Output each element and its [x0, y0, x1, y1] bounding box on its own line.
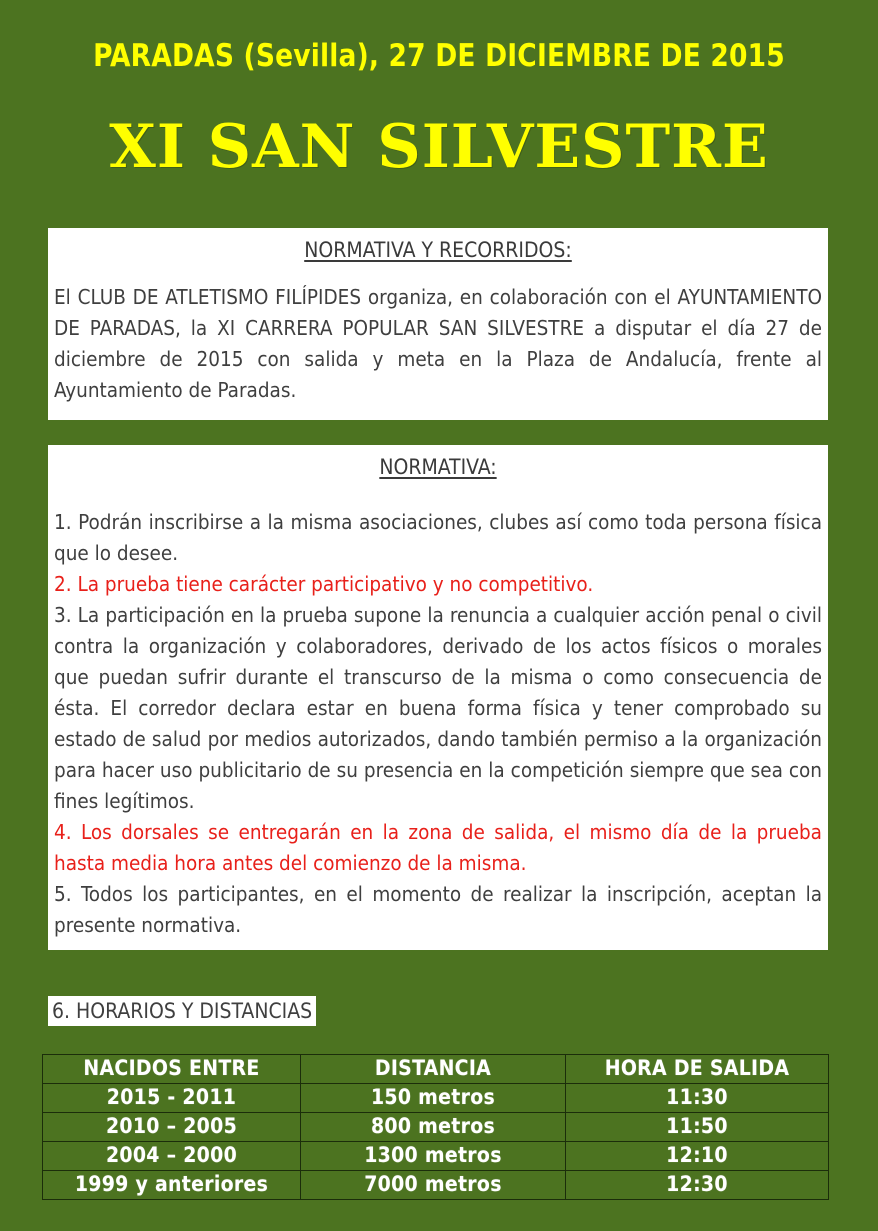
normativa-recorridos-box: [48, 228, 828, 420]
normativa-recorridos-heading: [48, 228, 828, 264]
normativa-rule-5: 5. Todos los participantes, en el momento de realizar la inscripción, aceptan la presente normativa.: [54, 882, 822, 937]
cell-nacidos-entre: 2015 - 2011: [43, 1084, 301, 1113]
table-row: [43, 1113, 829, 1142]
horarios-distancias-label: 6. HORARIOS Y DISTANCIAS: [48, 996, 316, 1026]
spacer: [48, 481, 828, 507]
normativa-recorridos-paragraph: El CLUB DE ATLETISMO FILÍPIDES organiza, en colaboración con el AYUNTAMIENTO DE PARADAS, la XI CARRERA POPULAR SAN SILVESTRE a disputar el día 27 de diciembre de 2015 con salida y meta en la Plaza de Andalucía, frente al Ayuntamiento de Paradas.: [54, 285, 822, 402]
normativa-rule-4: 4. Los dorsales se entregarán en la zona de salida, el mismo día de la prueba hasta media hora antes del comienzo de la misma.: [54, 820, 822, 875]
poster-title: XI SAN SILVESTRE: [109, 112, 769, 182]
cell-nacidos-entre: 2004 – 2000: [43, 1142, 301, 1171]
normativa-rule-3: 3. La participación en la prueba supone la renuncia a cualquier acción penal o civil contra la organización y colaboradores, derivado de los actos físicos o morales que puedan sufrir durante el transcurso de la misma o como consecuencia de ésta. El corredor declara estar en buena forma física y tener comprobado su estado de salud por medios autorizados, dando también permiso a la organización para hacer uso publicitario de su presencia en la competición siempre que sea con fines legítimos.: [54, 603, 822, 813]
normativa-rule-1: 1. Podrán inscribirse a la misma asociaciones, clubes así como toda persona física que lo desee.: [54, 510, 822, 565]
poster-date-line: PARADAS (Sevilla), 27 DE DICIEMBRE DE 2015: [93, 38, 785, 74]
column-header-distancia: DISTANCIA: [301, 1055, 566, 1084]
normativa-heading: [48, 445, 828, 481]
normativa-heading-text: NORMATIVA:: [379, 455, 497, 479]
column-header-hora-de-salida: HORA DE SALIDA: [566, 1055, 829, 1084]
table-row: [43, 1084, 829, 1113]
schedule-table: [42, 1054, 829, 1200]
normativa-rule-2: 2. La prueba tiene carácter participativo y no competitivo.: [54, 572, 594, 596]
cell-hora-salida: 12:10: [566, 1142, 829, 1171]
cell-nacidos-entre: 1999 y anteriores: [43, 1171, 301, 1200]
column-header-nacidos-entre: NACIDOS ENTRE: [43, 1055, 301, 1084]
cell-hora-salida: 11:30: [566, 1084, 829, 1113]
normativa-recorridos-heading-text: NORMATIVA Y RECORRIDOS:: [304, 238, 572, 262]
cell-distancia: 150 metros: [301, 1084, 566, 1113]
cell-distancia: 800 metros: [301, 1113, 566, 1142]
cell-hora-salida: 11:50: [566, 1113, 829, 1142]
cell-nacidos-entre: 2010 – 2005: [43, 1113, 301, 1142]
table-row: [43, 1171, 829, 1200]
cell-hora-salida: 12:30: [566, 1171, 829, 1200]
cell-distancia: 1300 metros: [301, 1142, 566, 1171]
normativa-box: [48, 445, 828, 950]
table-row: [43, 1142, 829, 1171]
table-header-row: [43, 1055, 829, 1084]
spacer: [48, 264, 828, 282]
normativa-recorridos-body: [48, 282, 828, 406]
cell-distancia: 7000 metros: [301, 1171, 566, 1200]
normativa-rules-list: [48, 507, 828, 941]
